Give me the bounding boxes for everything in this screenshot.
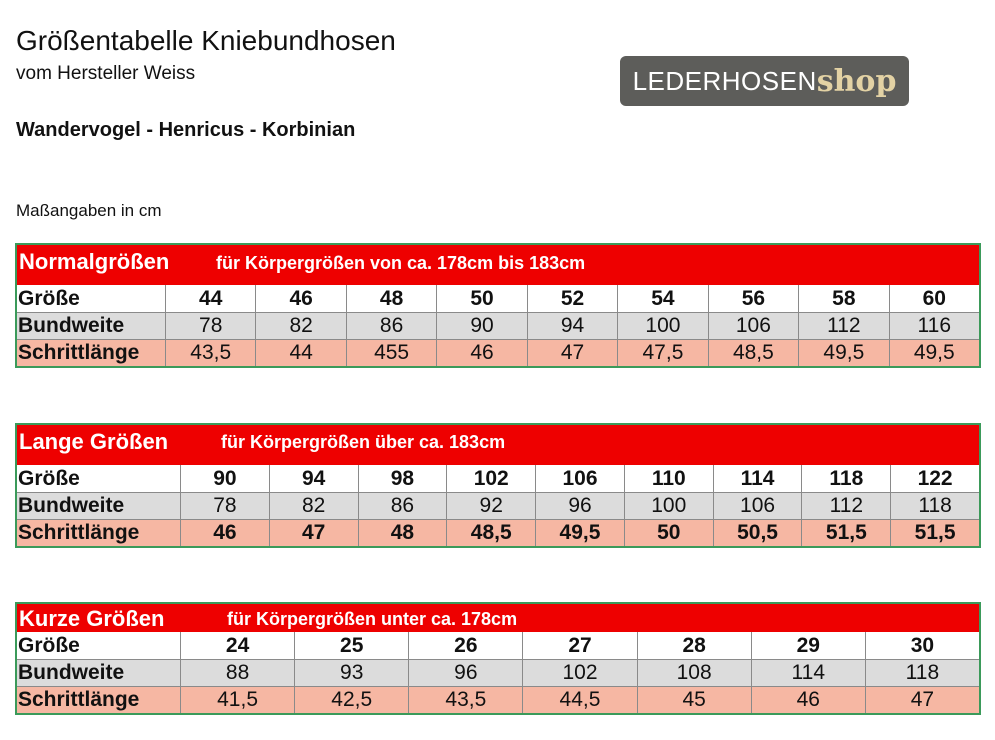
table-cell: 46 <box>255 285 345 312</box>
table-cell: 106 <box>535 465 624 492</box>
table-cell: 455 <box>346 340 436 366</box>
table-cell: 47 <box>865 687 979 713</box>
table-cell: 90 <box>436 313 526 339</box>
table-cell: 118 <box>865 660 979 686</box>
table-cell: 51,5 <box>801 520 890 546</box>
table-cell: 88 <box>180 660 294 686</box>
table-cell: 50 <box>624 520 713 546</box>
table-category-name: Kurze Größen <box>19 606 165 631</box>
table-cell: 44 <box>165 285 255 312</box>
table-cell: 96 <box>408 660 522 686</box>
size-table-long <box>15 423 981 548</box>
table-cell: 58 <box>798 285 888 312</box>
table-category-name: Lange Größen <box>19 429 169 454</box>
table-cell: 50,5 <box>713 520 802 546</box>
row-label: Schrittlänge <box>18 341 140 364</box>
table-cell: 98 <box>358 465 447 492</box>
table-cell: 112 <box>801 493 890 519</box>
table-cell: 47 <box>527 340 617 366</box>
table-cell: 25 <box>294 632 408 659</box>
lederhosenshop-logo <box>620 56 909 106</box>
table-cell: 90 <box>180 465 269 492</box>
inseam-row <box>17 686 979 713</box>
table-category-name: Normalgrößen <box>19 249 170 274</box>
row-label: Größe <box>18 633 80 657</box>
table-header <box>17 604 979 632</box>
table-cell: 56 <box>708 285 798 312</box>
table-cell: 46 <box>436 340 526 366</box>
table-cell: 48 <box>346 285 436 312</box>
size-row <box>17 465 979 492</box>
table-cell: 45 <box>637 687 751 713</box>
table-cell: 47,5 <box>617 340 707 366</box>
table-cell: 43,5 <box>165 340 255 366</box>
table-cell: 44,5 <box>522 687 636 713</box>
inseam-row <box>17 519 979 546</box>
table-cell: 112 <box>798 313 888 339</box>
table-cell: 52 <box>527 285 617 312</box>
table-cell: 116 <box>889 313 979 339</box>
table-cell: 60 <box>889 285 979 312</box>
table-cell: 43,5 <box>408 687 522 713</box>
table-cell: 51,5 <box>890 520 979 546</box>
table-header <box>17 425 979 465</box>
row-label: Größe <box>18 286 80 310</box>
table-cell: 86 <box>358 493 447 519</box>
waist-row <box>17 659 979 686</box>
logo-text-part1: LEDERHOSEN <box>632 65 817 96</box>
model-names: Wandervogel - Henricus - Korbinian <box>16 119 356 141</box>
table-cell: 110 <box>624 465 713 492</box>
table-cell: 48,5 <box>446 520 535 546</box>
units-note: Maßangaben in cm <box>16 201 162 220</box>
table-cell: 114 <box>713 465 802 492</box>
table-cell: 30 <box>865 632 979 659</box>
row-label: Größe <box>18 466 80 490</box>
table-cell: 78 <box>180 493 269 519</box>
inseam-row <box>17 339 979 366</box>
row-label: Bundweite <box>18 314 125 337</box>
table-cell: 44 <box>255 340 345 366</box>
table-cell: 94 <box>269 465 358 492</box>
row-label: Bundweite <box>18 661 125 684</box>
row-label: Bundweite <box>18 494 125 517</box>
table-cell: 49,5 <box>535 520 624 546</box>
table-cell: 24 <box>180 632 294 659</box>
table-cell: 82 <box>255 313 345 339</box>
table-cell: 82 <box>269 493 358 519</box>
table-cell: 96 <box>535 493 624 519</box>
table-cell: 48,5 <box>708 340 798 366</box>
table-cell: 106 <box>708 313 798 339</box>
table-cell: 27 <box>522 632 636 659</box>
table-category-description: für Körpergrößen unter ca. 178cm <box>227 609 518 629</box>
table-cell: 100 <box>624 493 713 519</box>
waist-row <box>17 492 979 519</box>
logo-text-part2: shop <box>816 63 897 99</box>
table-cell: 102 <box>446 465 535 492</box>
table-cell: 54 <box>617 285 707 312</box>
table-category-description: für Körpergrößen über ca. 183cm <box>221 432 506 452</box>
waist-row <box>17 312 979 339</box>
table-cell: 86 <box>346 313 436 339</box>
table-cell: 78 <box>165 313 255 339</box>
table-category-description: für Körpergrößen von ca. 178cm bis 183cm <box>216 253 586 273</box>
table-cell: 93 <box>294 660 408 686</box>
table-cell: 26 <box>408 632 522 659</box>
page-subtitle: vom Hersteller Weiss <box>16 63 196 84</box>
table-cell: 118 <box>890 493 979 519</box>
table-cell: 118 <box>801 465 890 492</box>
table-cell: 41,5 <box>180 687 294 713</box>
table-cell: 49,5 <box>889 340 979 366</box>
page-title: Größentabelle Kniebundhosen <box>16 25 396 56</box>
size-table-short <box>15 602 981 715</box>
table-cell: 46 <box>180 520 269 546</box>
size-table-normal <box>15 243 981 368</box>
table-cell: 47 <box>269 520 358 546</box>
table-cell: 29 <box>751 632 865 659</box>
table-cell: 46 <box>751 687 865 713</box>
table-cell: 28 <box>637 632 751 659</box>
table-header <box>17 245 979 285</box>
row-label: Schrittlänge <box>18 688 140 711</box>
size-row <box>17 285 979 312</box>
table-cell: 108 <box>637 660 751 686</box>
table-cell: 49,5 <box>798 340 888 366</box>
row-label: Schrittlänge <box>18 521 140 544</box>
table-cell: 42,5 <box>294 687 408 713</box>
table-cell: 94 <box>527 313 617 339</box>
table-cell: 114 <box>751 660 865 686</box>
table-cell: 48 <box>358 520 447 546</box>
size-row <box>17 632 979 659</box>
table-cell: 50 <box>436 285 526 312</box>
table-cell: 122 <box>890 465 979 492</box>
table-cell: 92 <box>446 493 535 519</box>
table-cell: 106 <box>713 493 802 519</box>
table-cell: 100 <box>617 313 707 339</box>
table-cell: 102 <box>522 660 636 686</box>
